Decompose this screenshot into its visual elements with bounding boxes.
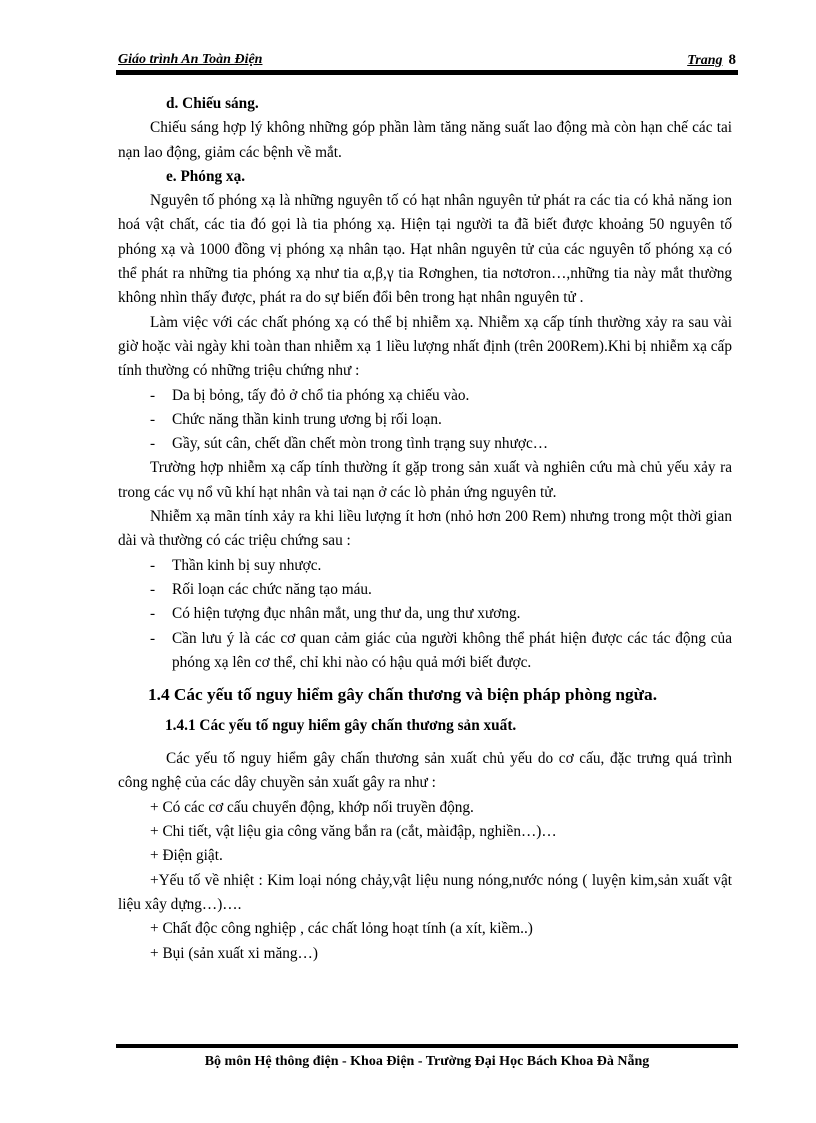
list-item: - Rối loạn các chức năng tạo máu. [150, 580, 372, 598]
page-indicator [687, 52, 736, 69]
hazard-item: + Chi tiết, vật liệu gia công văng bắn ra (cắt, màiđập, nghiền…)… [150, 823, 557, 841]
section-1-4-heading: 1.4 Các yếu tố nguy hiểm gây chấn thương và biện pháp phòng ngừa. [148, 685, 658, 705]
section-e-paragraph-1: Nguyên tố phóng xạ là những nguyên tố có hạt nhân nguyên tử phát ra các tia có khả năng ion hoá vật chất, các tia đó gọi là tia phóng xạ. Hiện tại người ta đã biết được khoảng 50 nguyên tố phóng xạ và 1000 đồng vị phóng xạ nhân tạo. Hạt nhân nguyên tử của các nguyên tố phóng xạ có thể phát ra những tia phóng xạ như tia α,β,γ tia Rơnghen, tia nơtơron…,những tia này mắt thường không nhìn thấy được, phát ra do sự biến đổi bên trong hạt nhân nguyên tử . [118, 192, 732, 307]
section-d-heading: d. Chiếu sáng. [166, 95, 259, 112]
section-1-4-1-intro: Các yếu tố nguy hiểm gây chấn thương sản xuất chủ yếu do cơ cấu, đặc trưng quá trình công nghệ của các dây chuyền sản xuất gây ra như : [118, 750, 732, 792]
footer-rule [116, 1044, 738, 1048]
list-item: - Chức năng thần kinh trung ương bị rối loạn. [150, 410, 442, 428]
list-item: - Có hiện tượng đục nhân mắt, ung thư da, ung thư xương. [150, 605, 521, 623]
header-rule [116, 70, 738, 75]
section-e-heading: e. Phóng xạ. [166, 167, 246, 185]
section-e-paragraph-4: Nhiễm xạ mãn tính xảy ra khi liều lượng ít hơn (nhỏ hơn 200 Rem) nhưng trong một thời gian dài và thường có các triệu chứng sau : [118, 508, 732, 550]
hazard-item: + Điện giật. [150, 847, 223, 865]
hazard-item: +Yếu tố về nhiệt : Kim loại nóng chảy,vật liệu nung nóng,nước nóng ( luyện kim,sản xuất vật liệu xây dựng…)…. [118, 871, 732, 913]
list-item: - Cần lưu ý là các cơ quan cảm giác của người không thể phát hiện được các tác động của phóng xạ lên cơ thể, chỉ khi nào có hậu quả mới biết được. [150, 629, 732, 671]
section-e-paragraph-3: Trường hợp nhiễm xạ cấp tính thường ít gặp trong sản xuất và nghiên cứu mà chủ yếu xảy ra trong các vụ nổ vũ khí hạt nhân và tai nạn ở các lò phản ứng nguyên tử. [118, 459, 732, 501]
document-title: Giáo trình An Toàn Điện [118, 52, 263, 67]
page-content [118, 92, 732, 966]
page-header [118, 52, 736, 70]
list-item: - Thần kinh bị suy nhược. [150, 556, 322, 574]
list-item: - Da bị bỏng, tấy đỏ ở chổ tia phóng xạ chiếu vào. [150, 386, 470, 404]
page-footer: Bộ môn Hệ thông điện - Khoa Điện - Trường Đại Học Bách Khoa Đà Nẵng [204, 1054, 650, 1069]
page-label: Trang [687, 53, 723, 68]
list-item: - Gầy, sút cân, chết dần chết mòn trong tình trạng suy nhược… [150, 435, 549, 453]
section-1-4-1-heading: 1.4.1 Các yếu tố nguy hiểm gây chấn thương sản xuất. [165, 717, 517, 735]
page-number: 8 [728, 52, 736, 68]
hazard-item: + Bụi (sản xuất xi măng…) [150, 944, 318, 962]
section-d-paragraph: Chiếu sáng hợp lý không những góp phần làm tăng năng suất lao động mà còn hạn chế các tai nạn lao động, giảm các bệnh về mắt. [118, 119, 732, 161]
section-e-paragraph-2: Làm việc với các chất phóng xạ có thể bị nhiễm xạ. Nhiễm xạ cấp tính thường xảy ra sau vài giờ hoặc vài ngày khi toàn than nhiễm xạ 1 liều lượng nhất định (trên 200Rem).Khi bị nhiễm xạ cấp tính thường có những triệu chứng như : [118, 313, 732, 380]
hazard-item: + Có các cơ cấu chuyển động, khớp nối truyền động. [150, 798, 474, 816]
hazard-item: + Chất độc công nghiệp , các chất lỏng hoạt tính (a xít, kiềm..) [150, 920, 533, 938]
